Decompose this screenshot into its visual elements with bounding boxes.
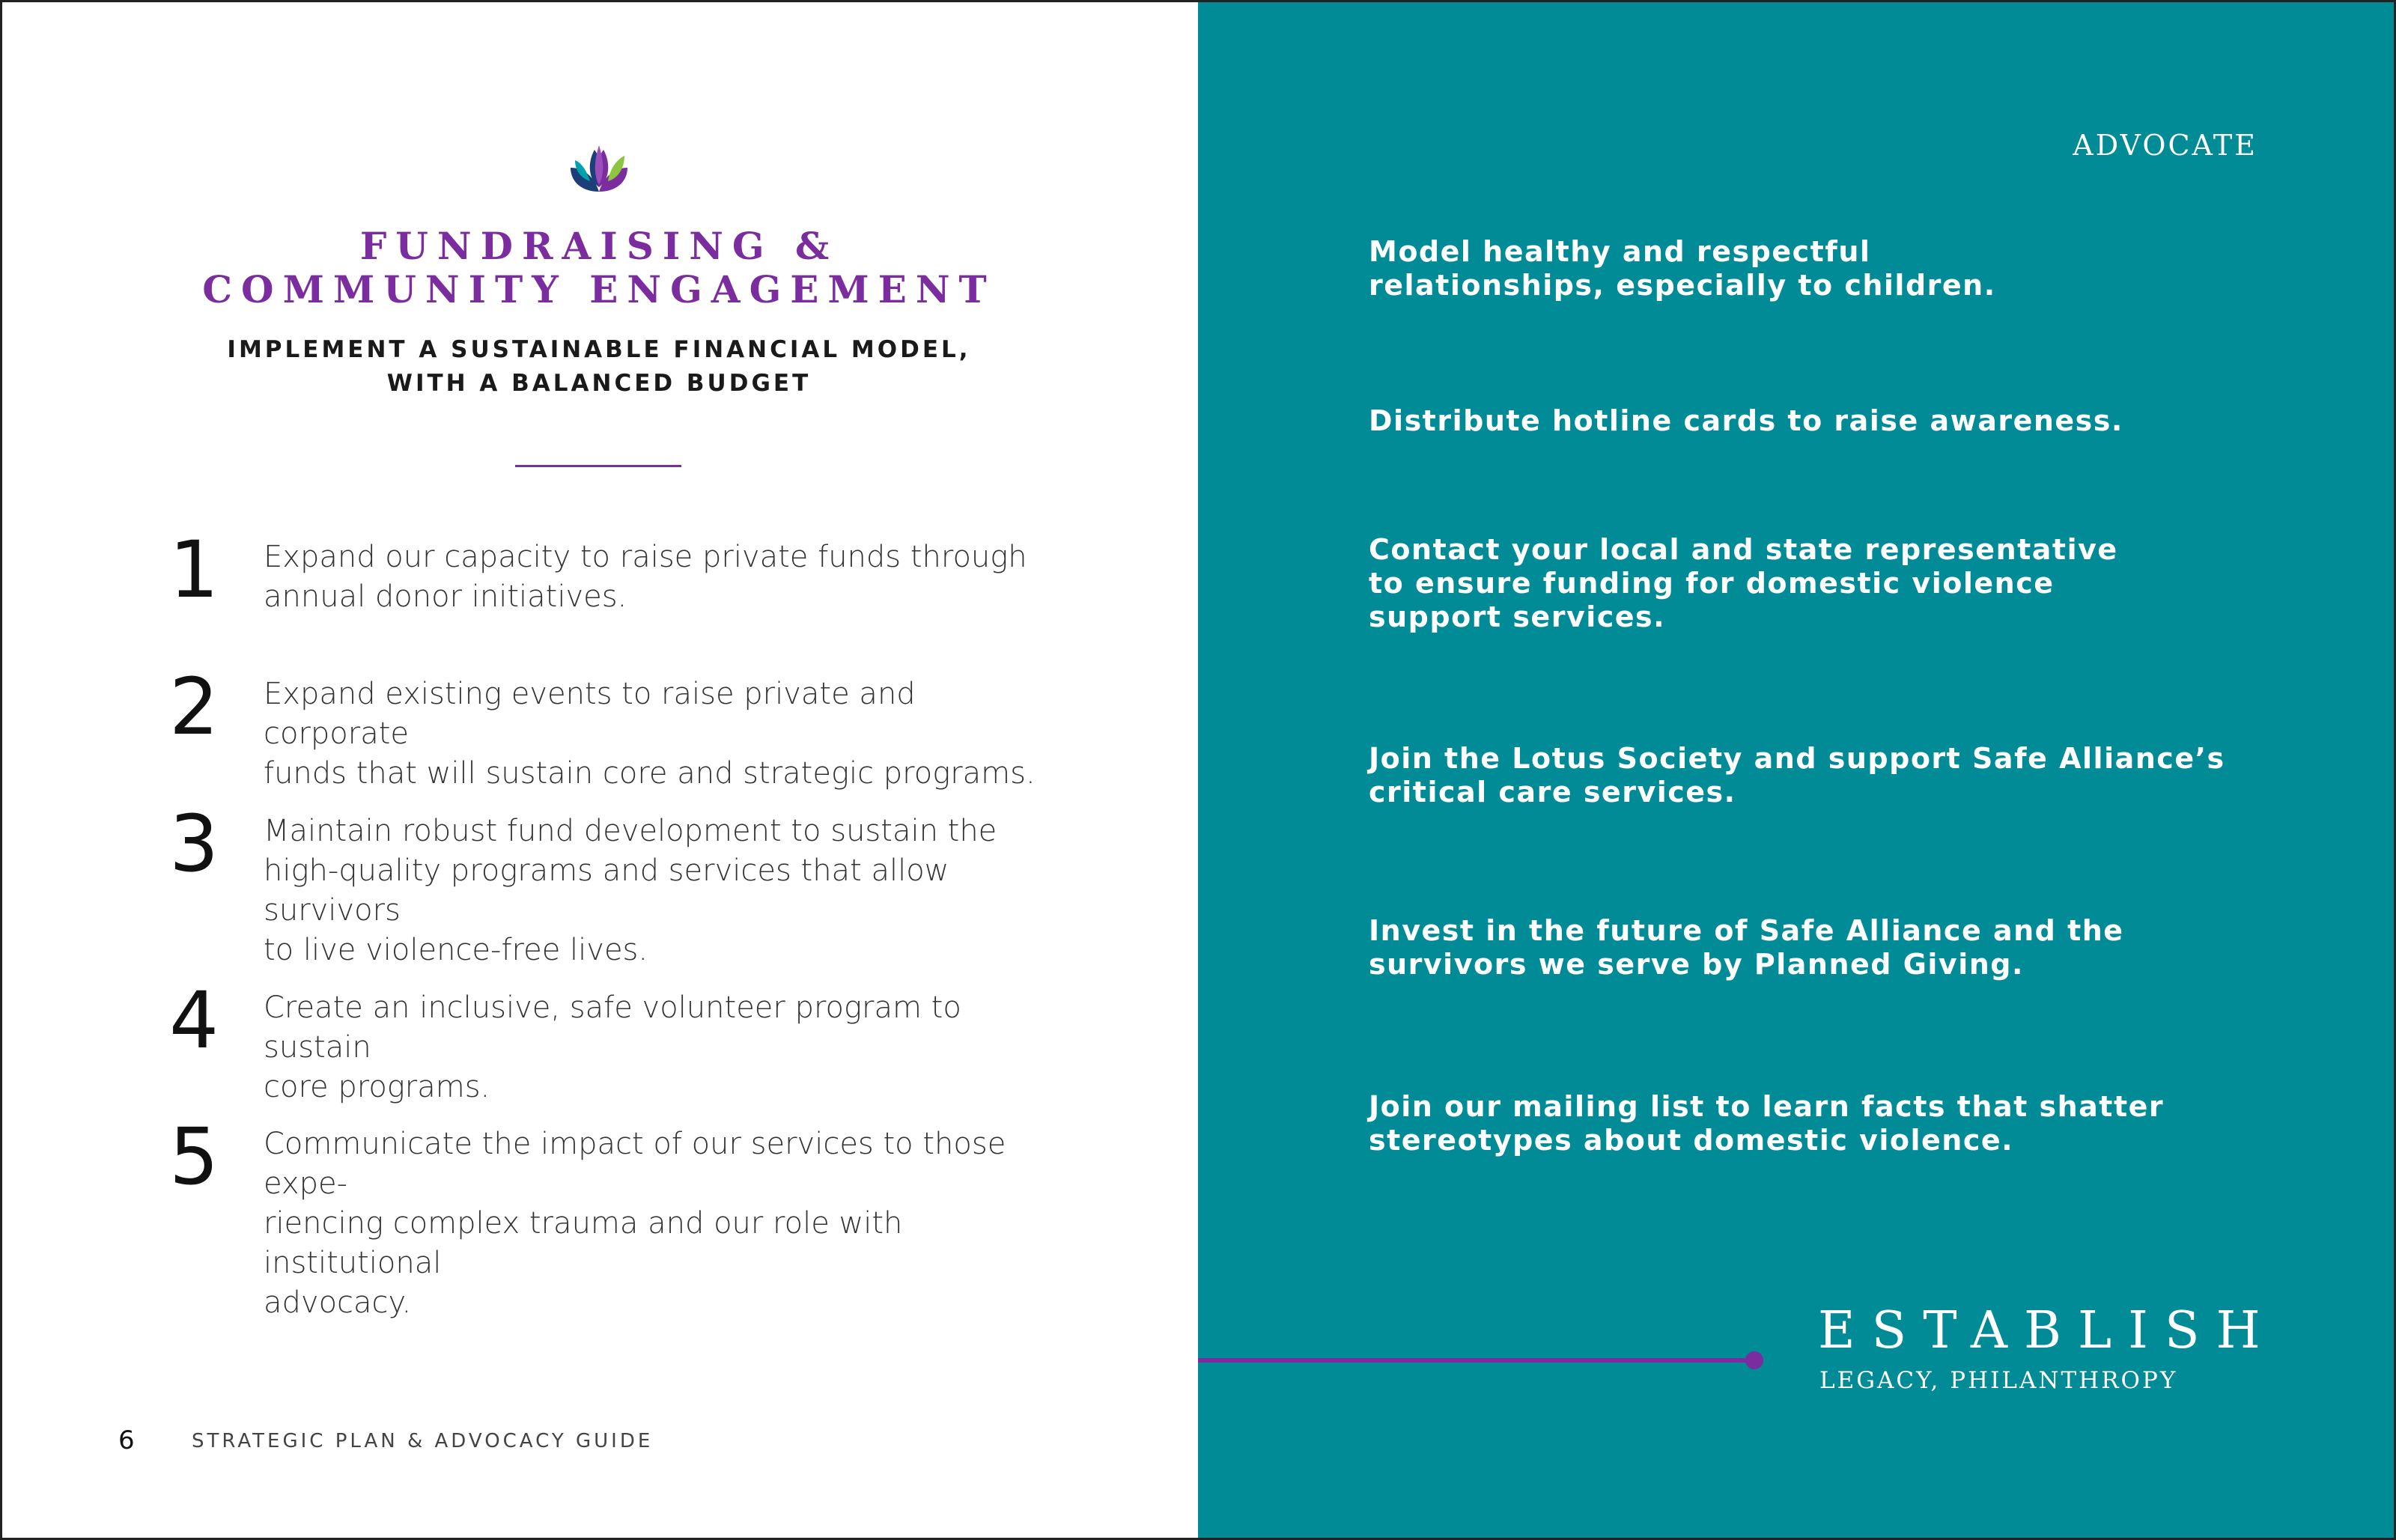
action-line: relationships, especially to children. bbox=[1369, 269, 1996, 302]
timeline-dot bbox=[1745, 1351, 1763, 1369]
goal-text-line: Maintain robust fund development to sustain the bbox=[264, 814, 997, 848]
goal-text-line: annual donor initiatives. bbox=[264, 579, 627, 614]
goal-text bbox=[264, 675, 1050, 794]
action-line: survivors we serve by Planned Giving. bbox=[1369, 948, 2024, 981]
advocate-action-1 bbox=[1369, 235, 2305, 302]
action-line: critical care services. bbox=[1369, 776, 1736, 809]
goal-number: 3 bbox=[169, 798, 219, 889]
action-line: Invest in the future of Safe Alliance and the bbox=[1369, 914, 2124, 947]
action-line: Distribute hotline cards to raise awareness. bbox=[1369, 404, 2123, 437]
timeline-line bbox=[1198, 1358, 1757, 1363]
action-line: Contact your local and state representative bbox=[1369, 533, 2118, 566]
title-divider bbox=[515, 465, 681, 467]
advocate-heading: ADVOCATE bbox=[2073, 129, 2257, 162]
action-line: Join our mailing list to learn facts that shatter bbox=[1369, 1090, 2165, 1123]
action-line: Model healthy and respectful bbox=[1369, 235, 1871, 268]
establish-sublabel: LEGACY, PHILANTHROPY bbox=[1819, 1367, 2178, 1394]
goal-number: 2 bbox=[169, 661, 219, 752]
guide-title: STRATEGIC PLAN & ADVOCACY GUIDE bbox=[192, 1430, 654, 1452]
goal-text bbox=[264, 812, 1050, 970]
page-number: 6 bbox=[118, 1425, 135, 1455]
advocate-action-6 bbox=[1369, 1090, 2305, 1157]
advocate-action-3 bbox=[1369, 533, 2305, 634]
goal-text-line: riencing complex trauma and our role with institutional bbox=[264, 1206, 903, 1280]
goal-text-line: Create an inclusive, safe volunteer program to sustain bbox=[264, 990, 961, 1065]
action-line: to ensure funding for domestic violence bbox=[1369, 567, 2055, 600]
goal-text bbox=[264, 1124, 1050, 1323]
goal-text-line: Expand our capacity to raise private funds through bbox=[264, 540, 1027, 574]
goal-text-line: high-quality programs and services that allow survivors bbox=[264, 853, 949, 928]
section-subtitle-line1: IMPLEMENT A SUSTAINABLE FINANCIAL MODEL, bbox=[227, 336, 971, 363]
establish-label: ESTABLISH bbox=[1818, 1301, 2277, 1360]
goal-text-line: Communicate the impact of our services to those expe- bbox=[264, 1127, 1006, 1201]
lotus-logo-icon bbox=[566, 138, 632, 195]
goal-text bbox=[264, 538, 1050, 617]
advocate-action-4 bbox=[1369, 742, 2305, 809]
goal-number: 5 bbox=[169, 1111, 219, 1202]
advocate-action-5 bbox=[1369, 914, 2305, 981]
advocate-action-2 bbox=[1369, 404, 2305, 438]
goal-text-line: to live violence-free lives. bbox=[264, 933, 648, 967]
section-title-line2: COMMUNITY ENGAGEMENT bbox=[202, 267, 996, 311]
section-title-line1: FUNDRAISING & bbox=[359, 224, 839, 268]
action-line: stereotypes about domestic violence. bbox=[1369, 1124, 2014, 1157]
action-line: support services. bbox=[1369, 600, 1666, 633]
section-subtitle-line2: WITH A BALANCED BUDGET bbox=[386, 370, 812, 397]
goal-text bbox=[264, 988, 1050, 1107]
action-line: Join the Lotus Society and support Safe Alliance’s bbox=[1369, 742, 2225, 775]
goal-number: 1 bbox=[169, 524, 219, 615]
goal-number: 4 bbox=[169, 975, 219, 1066]
goal-text-line: funds that will sustain core and strategic programs. bbox=[264, 756, 1036, 791]
goal-text-line: Expand existing events to raise private and corporate bbox=[264, 677, 916, 751]
goal-text-line: core programs. bbox=[264, 1070, 490, 1104]
goal-text-line: advocacy. bbox=[264, 1285, 412, 1320]
